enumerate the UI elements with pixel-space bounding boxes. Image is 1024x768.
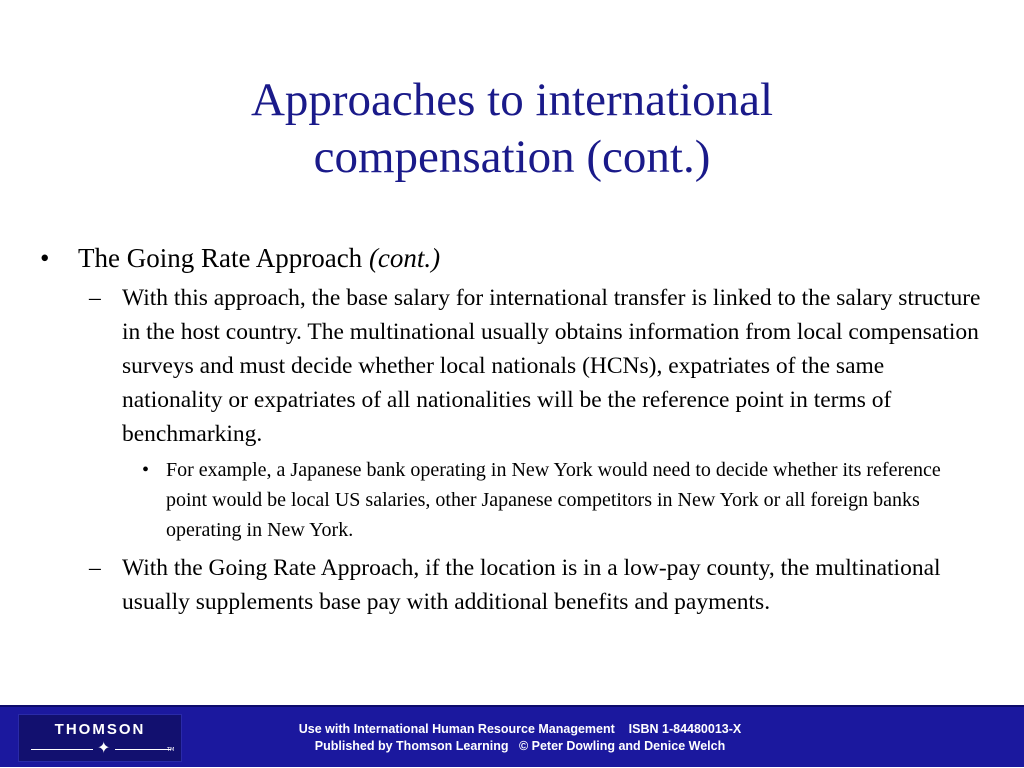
logo-line-right bbox=[115, 749, 171, 750]
slide-title bbox=[0, 72, 1024, 186]
sub-sub-bullet-example bbox=[0, 455, 1024, 545]
sub-bullet-text: With the Going Rate Approach, if the location is in a low-pay county, the multinational usually supplements base pay with additional benefits and payments. bbox=[122, 555, 941, 615]
star-icon: ✦ bbox=[97, 738, 111, 757]
thomson-logo bbox=[18, 714, 182, 762]
bullet-text: The Going Rate Approach bbox=[78, 243, 369, 273]
trademark-mark: TM bbox=[167, 747, 175, 753]
sub-bullet-text: With this approach, the base salary for international transfer is linked to the salary structure in the host country. The multinational usually obtains information from local compensation surveys and must decide whether local nationals (HCNs), expatriates of the same nationality or expatriates of all nationalities will be the reference point in terms of benchmarking. bbox=[122, 285, 981, 447]
sub-sub-bullet-text: For example, a Japanese bank operating in New York would need to decide whether its reference point would be local US salaries, other Japanese competitors in New York or all foreign banks operating in New York. bbox=[166, 459, 941, 541]
footer-citation bbox=[210, 721, 830, 755]
bullet-italic-text: (cont.) bbox=[368, 243, 441, 273]
bullet-marker: • bbox=[40, 243, 50, 273]
footer-line-1: Use with International Human Resource Management ISBN 1-84480013-X bbox=[298, 722, 742, 736]
sub-bullet-base-salary bbox=[0, 281, 1024, 451]
slide-body bbox=[0, 238, 1024, 619]
logo-line-left bbox=[31, 749, 93, 750]
bullet-going-rate-approach bbox=[0, 238, 1024, 278]
title-line-1: Approaches to international bbox=[250, 74, 774, 126]
logo-wordmark: THOMSON bbox=[54, 721, 146, 738]
footer-line-2: Published by Thomson Learning © Peter Dowling and Denice Welch bbox=[314, 739, 726, 753]
title-line-2: compensation (cont.) bbox=[313, 131, 711, 183]
bullet-marker: • bbox=[142, 459, 150, 481]
footer-bar bbox=[0, 705, 1024, 767]
dash-marker: – bbox=[89, 285, 101, 311]
sub-bullet-low-pay-location bbox=[0, 551, 1024, 619]
dash-marker: – bbox=[89, 555, 101, 581]
